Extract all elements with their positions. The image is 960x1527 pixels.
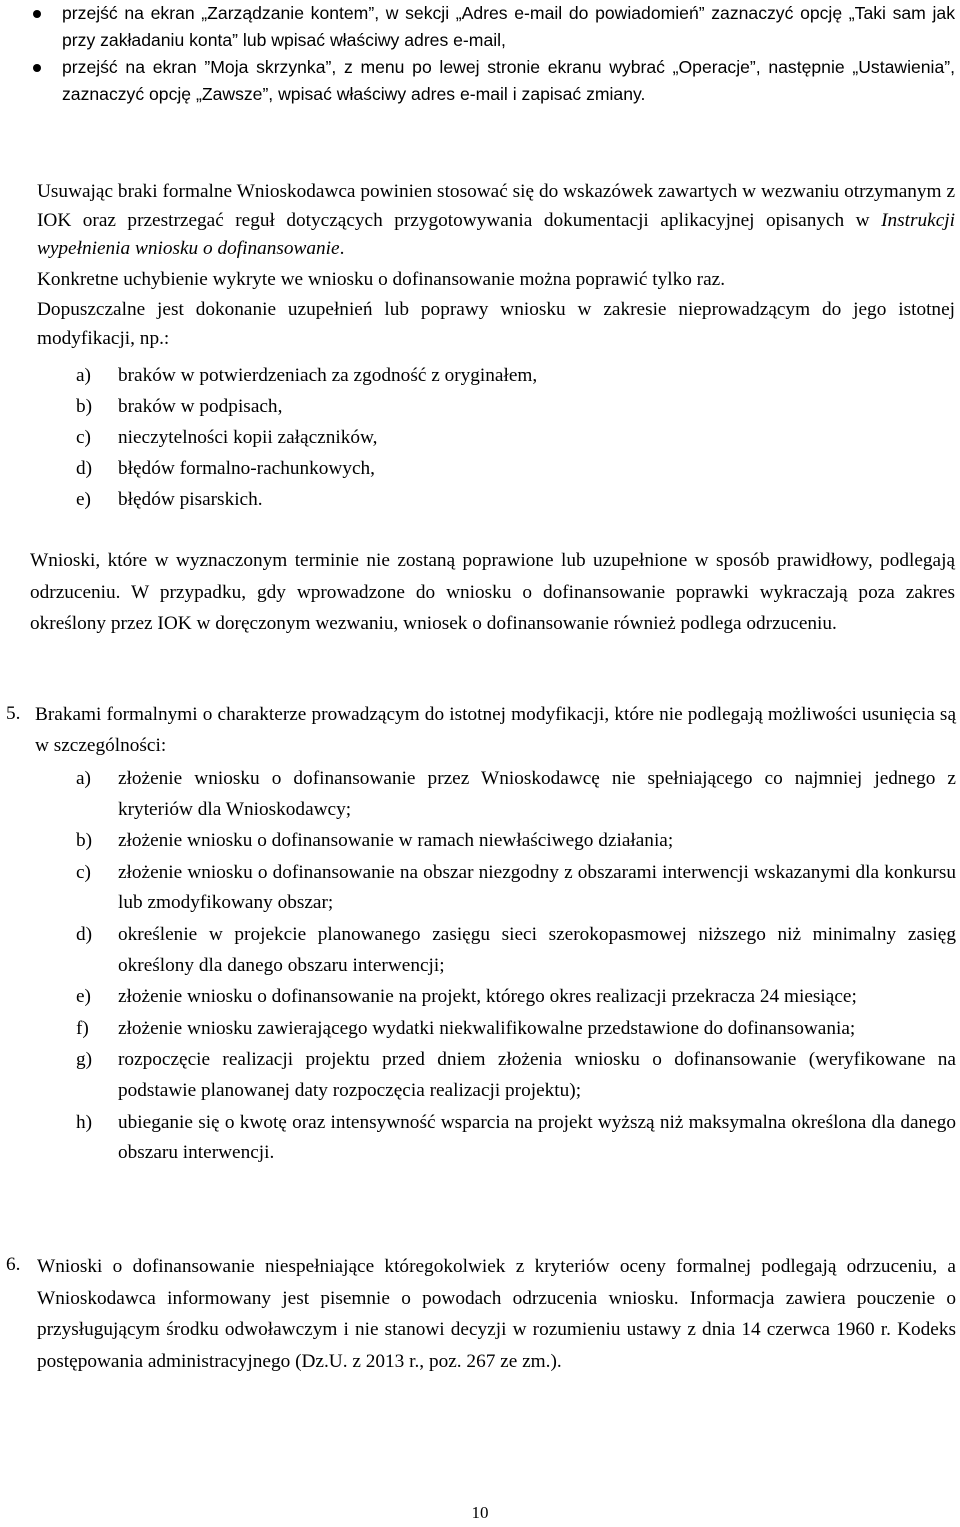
- section-6: [6, 1251, 956, 1377]
- list-item: b) braków w podpisach,: [76, 396, 283, 417]
- list-item: c) złożenie wniosku o dofinansowanie na obszar niezgodny z obszarami interwencji wskazanymi dla konkursu lub zmodyfikowany obszar;: [76, 861, 956, 914]
- list-item: a) braków w potwierdzeniach za zgodność z oryginałem,: [76, 365, 538, 386]
- list-item: a) złożenie wniosku o dofinansowanie przez Wnioskodawcę nie spełniającego co najmniej jednego z kryteriów dla Wnioskodawcy;: [76, 768, 956, 820]
- list-item: d) określenie w projekcie planowanego zasięgu sieci szerokopasmowej niższego niż minimalny zasięg określony dla danego obszaru interwencji;: [76, 923, 956, 976]
- bullet-icon: [33, 10, 41, 18]
- list-item: h) ubieganie się o kwotę oraz intensywność wsparcia na projekt wyższą niż maksymalna określona dla danego obszaru interwencji.: [76, 1111, 956, 1164]
- list-item: c) nieczytelności kopii załączników,: [76, 427, 378, 448]
- section-number: 6.: [6, 1254, 21, 1275]
- list-item: e) błędów pisarskich.: [76, 489, 263, 510]
- bullet-item: [0, 54, 960, 108]
- list-dopuszczalne: [76, 362, 936, 517]
- list-item: b) złożenie wniosku o dofinansowanie w ramach niewłaściwego działania;: [76, 830, 674, 852]
- paragraph-odrzucenie: Wnioski, które w wyznaczonym terminie nie zostaną poprawione lub uzupełnione w sposób prawidłowy, podlegają odrzuceniu. W przypadku, gdy wprowadzone do wniosku o dofinansowanie poprawki wykraczają poza zakres określony przez IOK w doręczonym wezwaniu, wniosek o dofinansowanie również podlega odrzuceniu.: [30, 550, 955, 634]
- bullet-icon: [33, 64, 41, 72]
- list-item: f) złożenie wniosku zawierającego wydatki niekwalifikowalne przedstawione do dofinansowania;: [76, 1017, 856, 1039]
- section-number: 5.: [6, 703, 21, 724]
- paragraph-braki-formalne: [37, 178, 955, 353]
- list-item: g) rozpoczęcie realizacji projektu przed dniem złożenia wniosku o dofinansowanie (weryfikowane na podstawie planowanej daty rozpoczęcia realizacji projektu);: [76, 1049, 956, 1101]
- bullet-item: [0, 0, 960, 54]
- section-intro: Brakami formalnymi o charakterze prowadzącym do istotnej modyfikacji, które nie podlegają możliwości usunięcia są w szczególności:: [35, 704, 956, 756]
- list-item: e) złożenie wniosku o dofinansowanie na projekt, którego okres realizacji przekracza 24 miesiące;: [76, 986, 857, 1008]
- instruction-title: Instrukcji wypełnienia wniosku o dofinansowanie: [37, 209, 955, 259]
- section-5-list: [6, 764, 956, 1169]
- bullet-text: przejść na ekran „Zarządzanie kontem”, w sekcji „Adres e-mail do powiadomień” zaznaczyć opcję „Taki sam jak przy zakładaniu konta” lub wpisać właściwy adres e-mail,: [62, 3, 955, 50]
- bullet-text: przejść na ekran ”Moja skrzynka”, z menu po lewej stronie ekranu wybrać „Operacje”, następnie „Ustawienia”, zaznaczyć opcję „Zawsze”, wpisać właściwy adres e-mail i zapisać zmiany.: [62, 57, 955, 104]
- page-number: 10: [471, 1503, 489, 1522]
- paragraph-text: Konkretne uchybienie wykryte we wniosku o dofinansowanie można poprawić tylko raz.: [37, 268, 726, 290]
- paragraph-text: Usuwając braki formalne Wnioskodawca powinien stosować się do wskazówek zawartych w wezwaniu otrzymanym z IOK oraz przestrzegać reguł dotyczących przygotowywania dokumentacji aplikacyjnej opisanych w Instrukcji wypełnienia wniosku o dofinansowanie.: [37, 181, 955, 259]
- bullet-list: [0, 0, 960, 108]
- section-text: Wnioski o dofinansowanie niespełniające któregokolwiek z kryteriów oceny formalnej podlegają odrzuceniu, a Wnioskodawca informowany jest pisemnie o powodach odrzucenia wniosku. Informacja zawiera pouczenie o przysługującym środku odwoławczym i nie stanowi decyzji w rozumieniu ustawy z dnia 14 czerwca 1960 r. Kodeks postępowania administracyjnego (Dz.U. z 2013 r., poz. 267 ze zm.).: [37, 1256, 956, 1372]
- section-5: [6, 700, 956, 1170]
- list-item: d) błędów formalno-rachunkowych,: [76, 458, 376, 479]
- paragraph-text: Dopuszczalne jest dokonanie uzupełnień lub poprawy wniosku w zakresie nieprowadzącym do jego istotnej modyfikacji, np.:: [37, 299, 955, 349]
